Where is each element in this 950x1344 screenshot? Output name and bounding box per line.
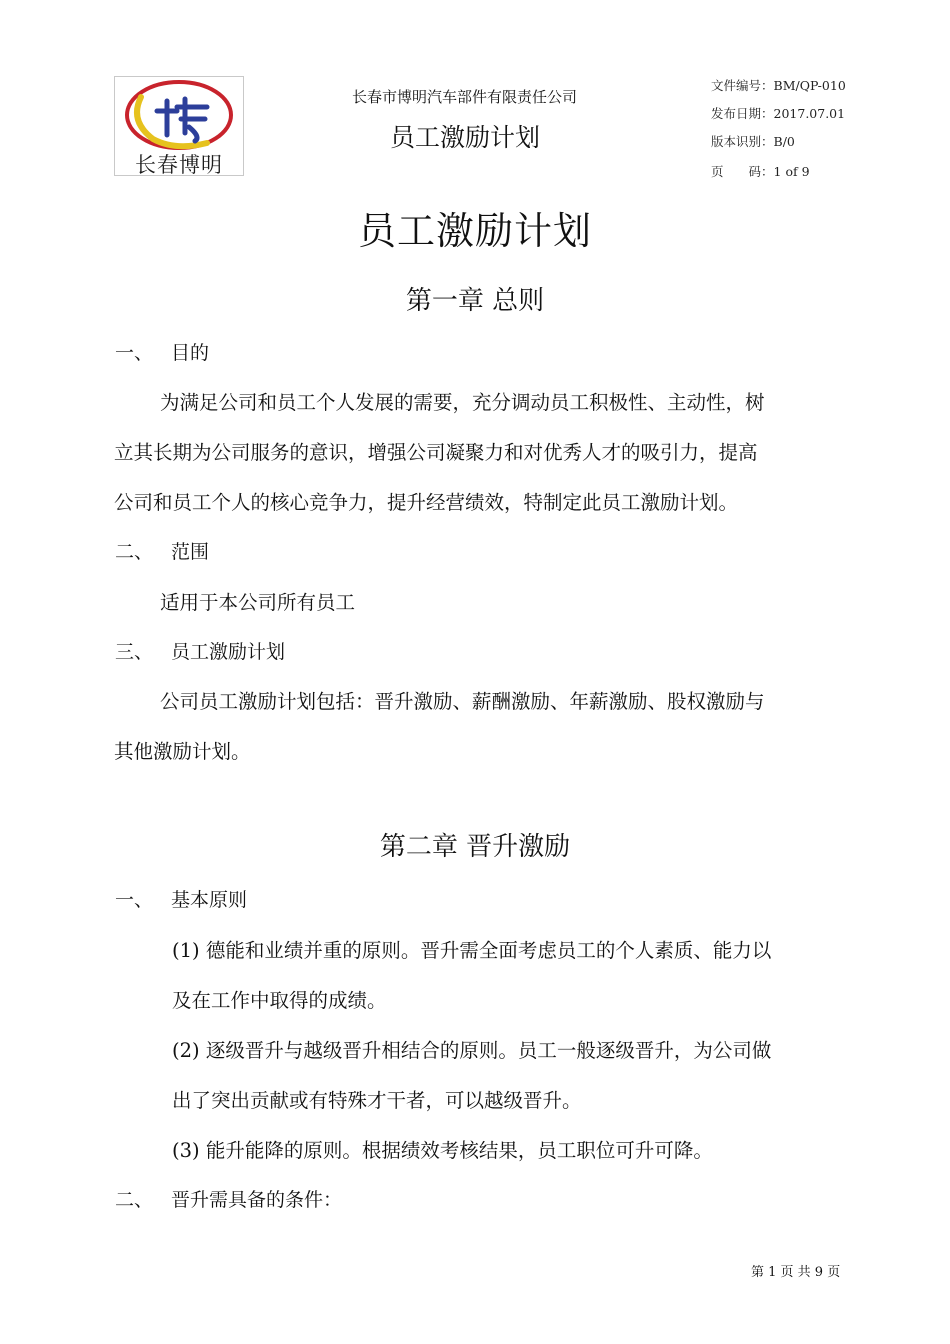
company-name: 长春市博明汽车部件有限责任公司: [352, 88, 578, 106]
paragraph-line: 立其长期为公司服务的意识，增强公司凝聚力和对优秀人才的吸引力，提高: [114, 441, 758, 464]
company-logo: [114, 76, 244, 176]
paragraph-line: 公司和员工个人的核心竞争力，提升经营绩效，特制定此员工激励计划。: [114, 491, 739, 514]
paragraph-line: 为满足公司和员工个人发展的需要，充分调动员工积极性、主动性，树: [160, 391, 765, 414]
chapter-1-title: 第一章 总则: [405, 286, 545, 316]
paragraph-line: (3) 能升能降的原则。根据绩效考核结果，员工职位可升可降。: [172, 1139, 713, 1162]
paragraph-line: 其他激励计划。: [114, 740, 251, 763]
paragraph-line: 出了突出贡献或有特殊才干者，可以越级晋升。: [172, 1089, 582, 1112]
section-heading: 二、 范围: [115, 541, 210, 563]
document-title: 员工激励计划: [357, 209, 592, 253]
doc-number: 文件编号：BM/QP-010: [711, 78, 846, 93]
paragraph-line: (2) 逐级晋升与越级晋升相结合的原则。员工一般逐级晋升，为公司做: [172, 1039, 772, 1062]
version: 版本识别：B/0: [711, 134, 795, 149]
header-title: 员工激励计划: [390, 123, 541, 152]
section-heading: 一、 基本原则: [115, 889, 248, 911]
section-heading: 一、 目的: [115, 342, 210, 364]
paragraph-line: 适用于本公司所有员工: [160, 591, 356, 614]
page-footer: 第 1 页 共 9 页: [751, 1265, 841, 1280]
paragraph-line: 公司员工激励计划包括：晋升激励、薪酬激励、年薪激励、股权激励与: [160, 690, 765, 713]
chapter-2-title: 第二章 晋升激励: [379, 832, 571, 862]
paragraph-line: (1) 德能和业绩并重的原则。晋升需全面考虑员工的个人素质、能力以: [172, 939, 772, 962]
section-heading: 二、 晋升需具备的条件：: [115, 1189, 343, 1211]
release-date: 发布日期：2017.07.01: [711, 106, 846, 121]
page-code: 页 码：1 of 9: [711, 164, 810, 179]
paragraph-line: 及在工作中取得的成绩。: [172, 989, 387, 1012]
section-heading: 三、 员工激励计划: [115, 641, 286, 663]
logo-text: 长春博明: [135, 153, 223, 177]
